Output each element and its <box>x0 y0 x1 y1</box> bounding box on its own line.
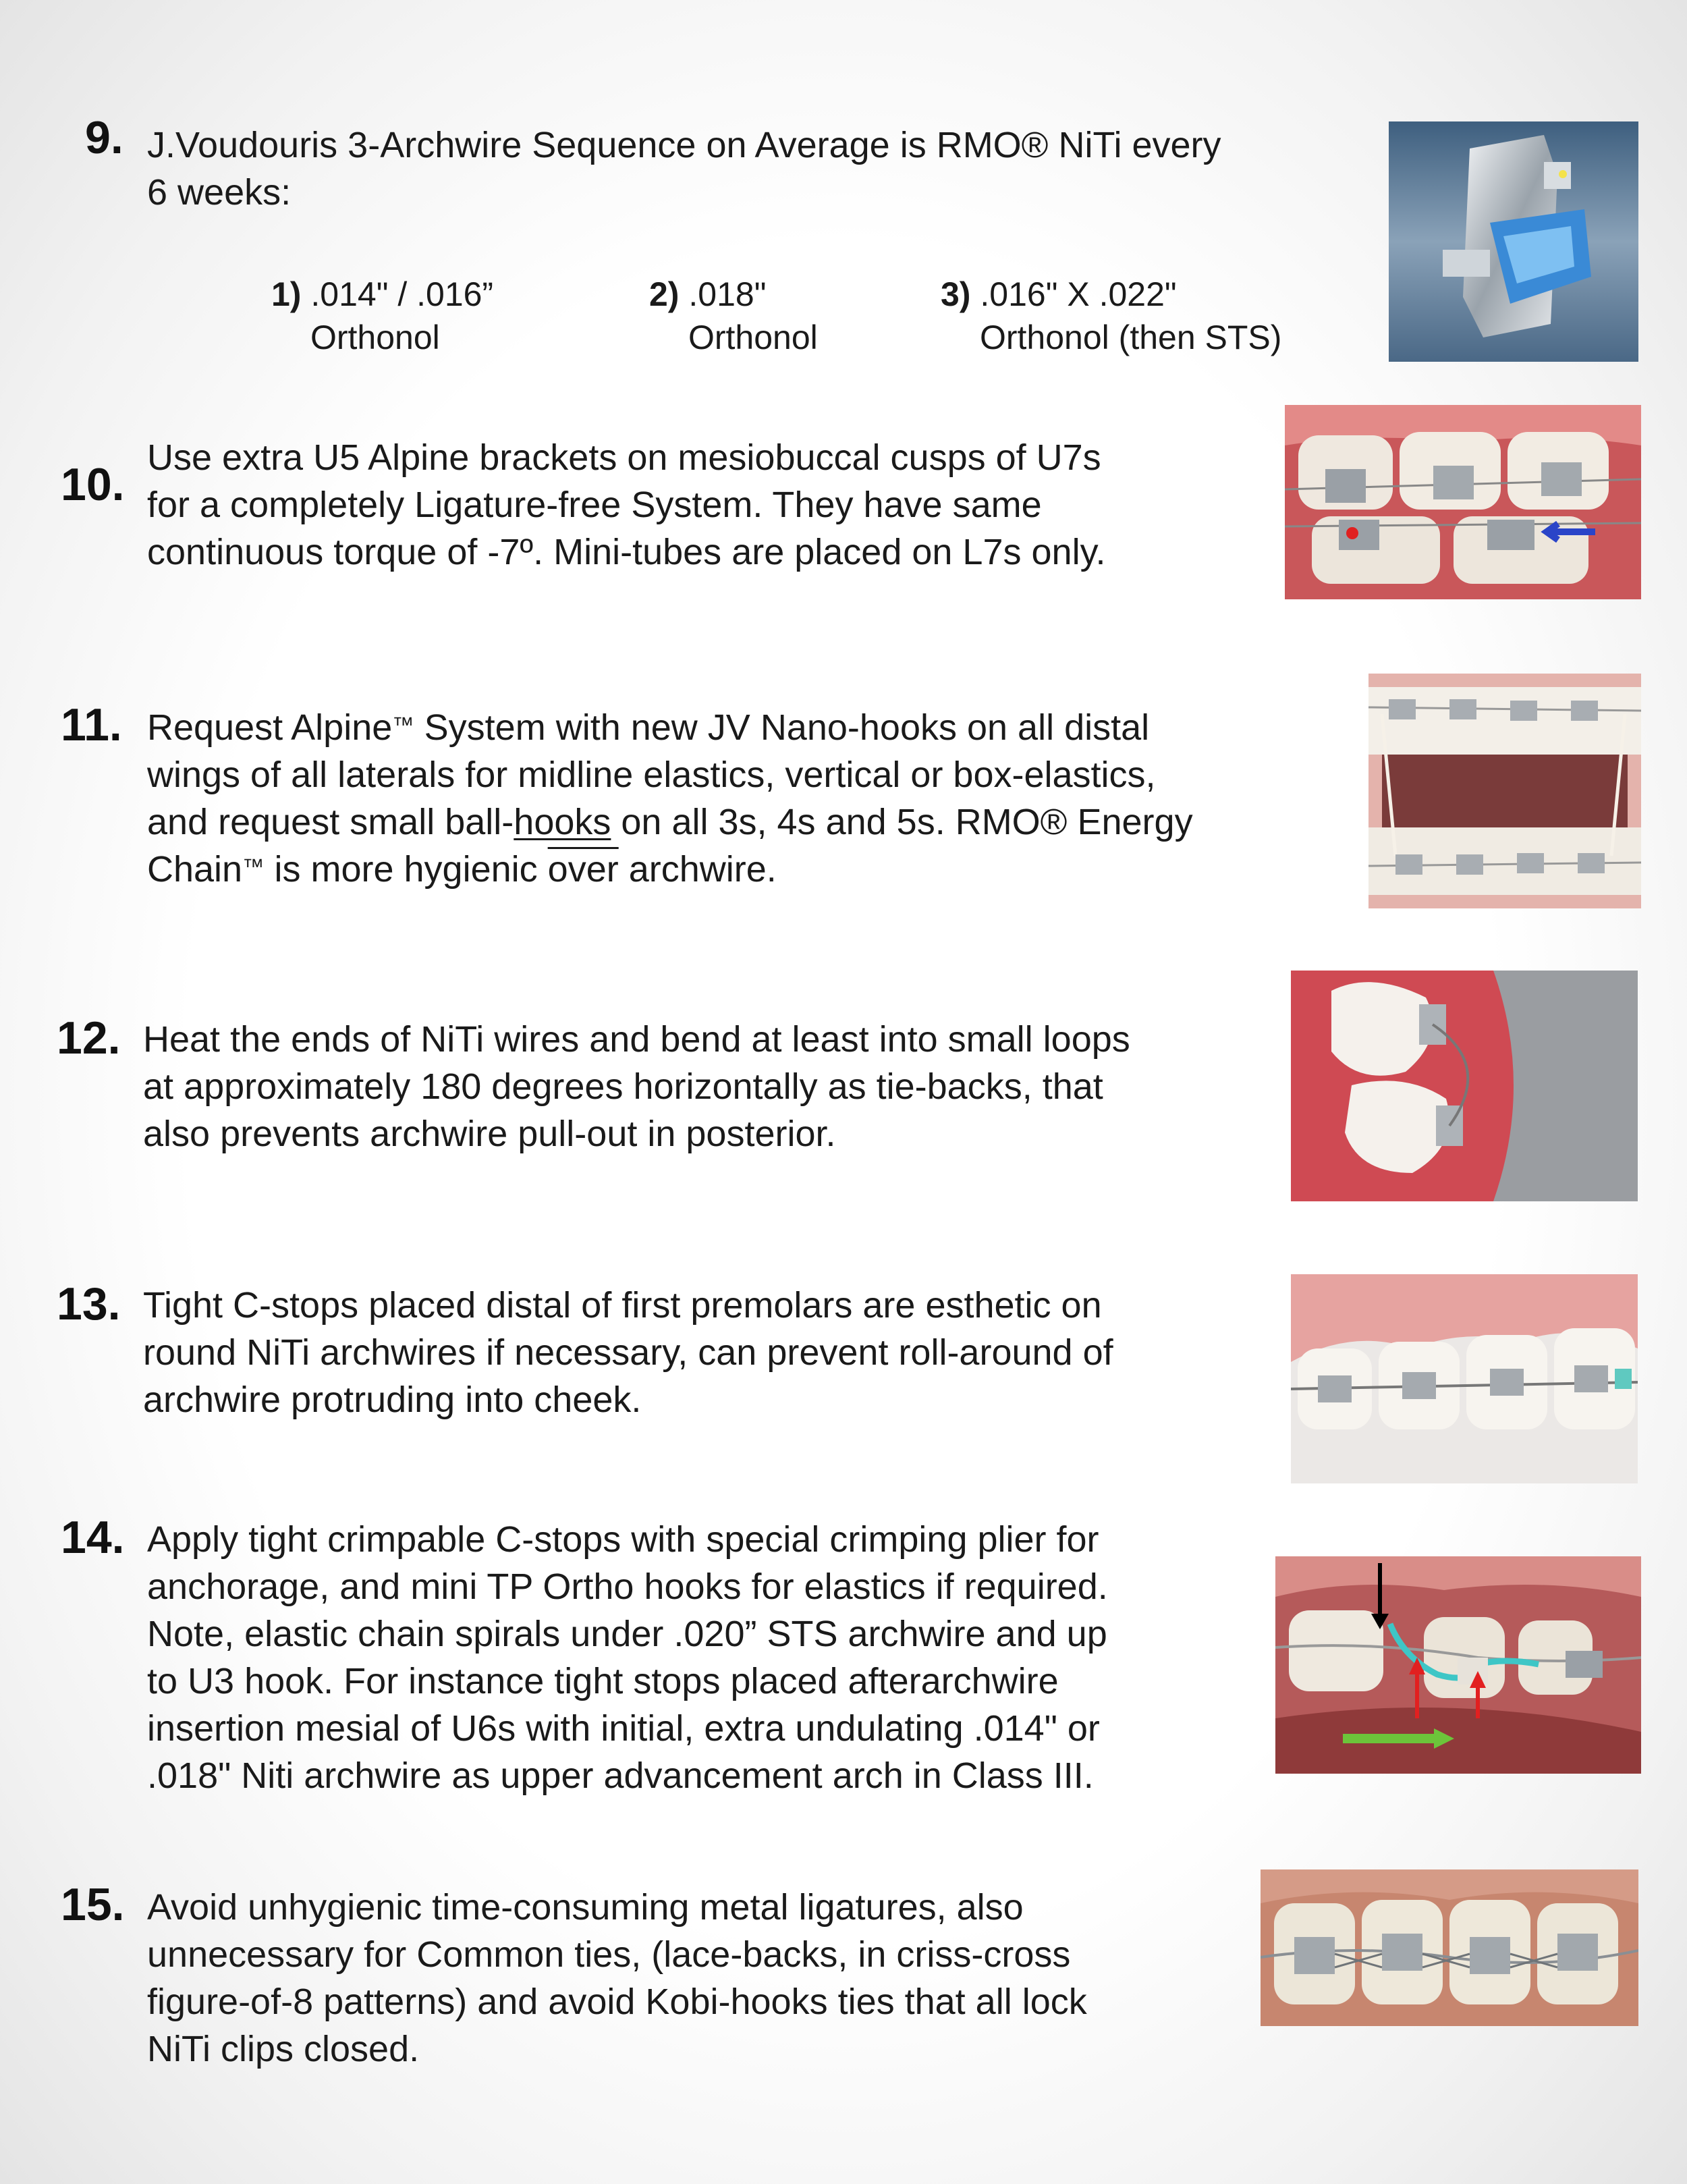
line: Heat the ends of NiTi wires and bend at least into small loops <box>143 1019 1130 1060</box>
line: continuous torque of -7º. Mini-tubes are placed on L7s only. <box>147 532 1106 572</box>
seq-material: Orthonol <box>310 319 440 356</box>
item-number-14: 14. <box>61 1512 125 1563</box>
sequence-item-1 <box>271 273 493 359</box>
item-text-15 <box>147 1884 1240 2073</box>
line: Use extra U5 Alpine brackets on mesiobuccal cusps of U7s <box>147 437 1101 478</box>
seq-size: .014" / .016” <box>310 275 494 313</box>
line: anchorage, and mini TP Ortho hooks for elastics if required. <box>147 1566 1108 1607</box>
seq-num: 3) <box>941 275 971 313</box>
item-number-15: 15. <box>61 1879 125 1930</box>
line: at approximately 180 degrees horizontally as tie-backs, that <box>143 1066 1103 1107</box>
line: Avoid unhygienic time-consuming metal ligatures, also <box>147 1887 1024 1928</box>
text-run: archwire. <box>618 849 777 890</box>
line <box>147 704 1348 751</box>
item-number-13: 13. <box>57 1278 121 1330</box>
sequence-item-3 <box>941 273 1281 359</box>
seq-num: 1) <box>271 275 302 313</box>
elastics-arch-photo <box>1368 674 1641 908</box>
line: Tight C-stops placed distal of first premolars are esthetic on <box>143 1285 1102 1326</box>
item-text-11 <box>147 704 1348 893</box>
seq-size: .016" X .022" <box>980 275 1177 313</box>
seq-num: 2) <box>649 275 680 313</box>
text-run-underlined: hooks <box>514 802 611 842</box>
line: unnecessary for Common ties, (lace-backs, in criss-cross <box>147 1934 1071 1975</box>
item-text-12 <box>143 1016 1270 1157</box>
item-text-13 <box>143 1282 1277 1423</box>
line: insertion mesial of U6s with initial, extra undulating .014" or <box>147 1708 1100 1749</box>
seq-size: .018" <box>688 275 767 313</box>
text-run: on all 3s, 4s and 5s. RMO® Energy <box>611 802 1193 842</box>
text-run: Chain <box>147 849 243 890</box>
item-number-9: 9. <box>85 112 123 163</box>
text-run: Request Alpine <box>147 707 393 748</box>
line: Note, elastic chain spirals under .020” STS archwire and up <box>147 1614 1107 1654</box>
line: round NiTi archwires if necessary, can prevent roll-around of <box>143 1332 1113 1373</box>
item-number-11: 11. <box>61 699 122 750</box>
item-number-10: 10. <box>61 459 125 510</box>
line: .018" Niti archwire as upper advancement arch in Class III. <box>147 1755 1094 1796</box>
line: to U3 hook. For instance tight stops placed afterarchwire <box>147 1661 1059 1701</box>
line: J.Voudouris 3-Archwire Sequence on Average is RMO® NiTi every <box>147 125 1221 165</box>
item-number-12: 12. <box>57 1012 121 1064</box>
text-run: System with new JV Nano-hooks on all distal <box>414 707 1150 748</box>
line: also prevents archwire pull-out in posterior. <box>143 1114 836 1154</box>
sequence-item-2 <box>649 273 818 359</box>
molar-brackets-photo <box>1285 405 1641 599</box>
seq-material: Orthonol (then STS) <box>980 319 1282 356</box>
text-run-overlined: over <box>547 849 619 890</box>
trademark-symbol: ™ <box>242 854 265 879</box>
item-text-14 <box>147 1516 1267 1799</box>
item-text-10 <box>147 434 1267 576</box>
item-text-9 <box>147 121 1362 216</box>
line: NiTi clips closed. <box>147 2029 420 2069</box>
c-stops-photo <box>1291 1274 1638 1483</box>
ligature-ties-photo <box>1261 1869 1638 2026</box>
line: for a completely Ligature-free System. They have same <box>147 485 1042 525</box>
line: Apply tight crimpable C-stops with special crimping plier for <box>147 1519 1099 1560</box>
text-run: and request small ball- <box>147 802 514 842</box>
line <box>147 846 1348 893</box>
text-run: is more hygienic <box>264 849 548 890</box>
line: archwire protruding into cheek. <box>143 1380 642 1420</box>
line: figure-of-8 patterns) and avoid Kobi-hooks ties that all lock <box>147 1982 1087 2022</box>
line <box>147 798 1348 846</box>
wire-loop-photo <box>1291 971 1638 1201</box>
line: wings of all laterals for midline elastics, vertical or box-elastics, <box>147 755 1156 795</box>
seq-material: Orthonol <box>688 319 818 356</box>
crimpable-stops-photo <box>1275 1556 1641 1774</box>
bracket-render-photo <box>1389 121 1638 362</box>
line: 6 weeks: <box>147 172 292 213</box>
trademark-symbol: ™ <box>392 713 414 737</box>
